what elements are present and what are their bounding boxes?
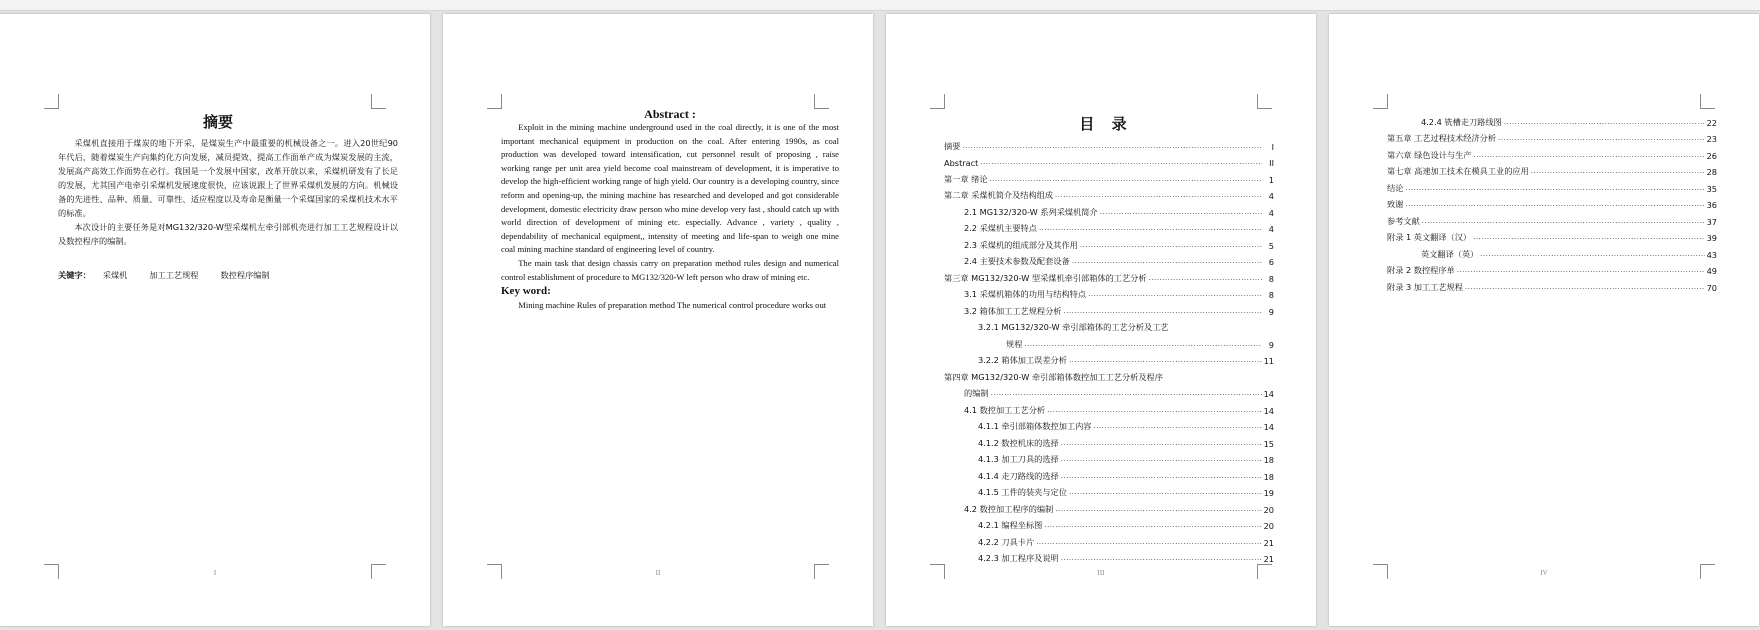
toc-entry-page: 15 (1263, 438, 1274, 449)
paragraph: The main task that design chassis carry on preparation method rules design and numerical control establishment of procedure to MG132/320-W left person who draw of mining etc. (501, 257, 839, 282)
toc-entry[interactable] (944, 465, 1274, 482)
toc-entry-page: I (1271, 141, 1274, 152)
toc-entry-label: 4.1.3 加工刀具的选择 (978, 454, 1059, 464)
toc-leader-dots (1094, 424, 1262, 432)
toc-leader-dots (1061, 441, 1262, 449)
toc-entry[interactable] (944, 218, 1274, 235)
toc-entry-label: 4.2.1 编程坐标图 (978, 520, 1043, 530)
toc-entry[interactable] (1387, 144, 1717, 161)
keyword-text: Mining machine Rules of preparation method The numerical control procedure works out (518, 300, 827, 311)
toc-entry[interactable] (1387, 128, 1717, 145)
toc-entry-label: 4.2.4 铣槽走刀路线图 (1421, 116, 1502, 127)
keywords-line (58, 270, 292, 281)
toc-entry[interactable] (944, 531, 1274, 548)
toc-entry-label: 4.1 数控加工工艺分析 (964, 404, 1046, 415)
toc-entry[interactable] (1387, 177, 1717, 194)
toc-entry[interactable] (944, 498, 1274, 515)
keyword: 采煤机 (102, 270, 128, 280)
toc-leader-dots (1061, 457, 1262, 465)
toc-leader-dots (1149, 276, 1262, 284)
toc-leader-dots (1072, 259, 1262, 267)
toc-entry-page: 8 (1268, 273, 1274, 284)
toc-leader-dots (1061, 556, 1262, 564)
toc-leader-dots (1473, 235, 1704, 243)
toc-entry-page: 21 (1263, 537, 1274, 548)
toc-leader-dots (1024, 342, 1262, 350)
toc-entry-page: 20 (1263, 521, 1274, 531)
viewer-top-bar (0, 0, 1760, 11)
toc-leader-dots (1069, 490, 1262, 498)
crop-mark (1257, 94, 1272, 109)
toc-leader-dots (1100, 210, 1262, 218)
toc-entry-label: Abstract (944, 158, 979, 168)
toc-entry[interactable] (944, 152, 1274, 169)
toc-leader-dots (1088, 292, 1262, 300)
toc-entry[interactable] (944, 267, 1274, 284)
toc-entry-page: 20 (1263, 504, 1274, 515)
toc-entry-label: 4.2.2 刀具卡片 (978, 536, 1035, 547)
toc-leader-dots (1498, 136, 1705, 144)
document-page-2 (443, 14, 873, 626)
page-number: IV (1540, 569, 1548, 577)
toc-leader-dots (1064, 309, 1263, 317)
toc-entry-label: 英文翻译（英） (1421, 248, 1479, 259)
toc-leader-dots (1405, 202, 1704, 210)
toc-entry-page: 14 (1263, 422, 1274, 432)
toc-entry[interactable] (944, 185, 1274, 202)
toc-entry-page: 4 (1268, 191, 1274, 201)
toc-entry-page: 35 (1706, 183, 1717, 194)
toc-entry-label: 2.3 采煤机的组成部分及其作用 (964, 239, 1078, 250)
crop-mark (1700, 94, 1715, 109)
toc-entry-label: 2.4 主要技术参数及配套设备 (964, 256, 1070, 266)
toc-entry[interactable] (944, 234, 1274, 251)
toc-leader-dots (1047, 408, 1261, 416)
document-page-4 (1329, 14, 1759, 626)
toc-entry-page: 23 (1706, 134, 1717, 144)
toc-entry-label: 附录 1 英文翻译（汉） (1387, 232, 1472, 242)
paragraph: Exploit in the mining machine underground used in the coal directly, it is one of the most important mechanical equipment in production on the coal. After entering 1990s, as coal production was developed toward intensification, cut personnel result of proposing , raise working range per unit area yield become coal mainstream of development, it is imperative to develop the high-efficient working range of high yield. Our country is a developing country, since reform and opening-up, the mining machine has researched and developed and got considerable development, domestic electricity draw person who mine develop very fast , should catch up with world direction of development of mining etc. especially. Advance , variety , quality , dependability of mechanical equipment,, intensity of meeting and life-span to weigh one mine coal mining machine standard of engineering level of country. (501, 122, 839, 255)
toc-entry[interactable] (1387, 227, 1717, 244)
crop-mark (44, 94, 59, 109)
toc-entry-label: 4.2 数控加工程序的编制 (964, 503, 1054, 514)
crop-mark (1373, 94, 1388, 109)
toc-leader-dots (1422, 219, 1705, 227)
toc-leader-dots (1036, 540, 1261, 548)
toc-entry-label: 4.1.1 牵引部箱体数控加工内容 (978, 421, 1092, 431)
toc-leader-dots (962, 144, 1262, 152)
toc-leader-dots (1061, 474, 1262, 482)
toc-leader-dots (990, 177, 1262, 185)
toc-entry-label: 2.2 采煤机主要特点 (964, 223, 1037, 233)
toc-entry[interactable] (944, 515, 1274, 532)
toc-entry-label: 4.1.2 数控机床的选择 (978, 437, 1059, 448)
toc-entry[interactable] (944, 168, 1274, 185)
toc-entry[interactable] (1387, 161, 1717, 178)
toc-entry[interactable] (1387, 210, 1717, 227)
toc-entry[interactable] (1387, 243, 1717, 260)
toc-entry[interactable] (944, 383, 1274, 400)
toc-title: 目 录 (1079, 115, 1133, 133)
toc-entry-label: 参考文献 (1387, 215, 1420, 226)
paragraph: 本次设计的主要任务是对MG132/320-W型采煤机左牵引部机壳进行加工工艺规程设计以及数控程序的编制。 (58, 222, 398, 246)
abstract-cn-title: 摘要 (202, 113, 233, 131)
toc-entry-page: 36 (1706, 200, 1717, 210)
toc-entry-label: 第五章 工艺过程技术经济分析 (1387, 133, 1497, 143)
toc-entry[interactable] (1387, 276, 1717, 293)
toc-entry-label: 3.2 箱体加工工艺规程分析 (964, 305, 1062, 316)
toc-entry-label: 第二章 采煤机简介及结构组成 (944, 190, 1054, 200)
toc-leader-dots (1080, 243, 1262, 251)
toc-entry-page: 18 (1263, 471, 1274, 482)
table-of-contents-continued (1387, 111, 1717, 293)
toc-leader-dots (1473, 153, 1704, 161)
toc-entry-label: 第七章 高速加工技术在模具工业的应用 (1387, 166, 1529, 176)
toc-entry[interactable] (944, 317, 1274, 334)
toc-entry-page: 28 (1706, 167, 1717, 177)
toc-entry[interactable] (944, 333, 1274, 350)
toc-entry-label: 第六章 绿色设计与生产 (1387, 149, 1472, 160)
crop-mark (487, 94, 502, 109)
toc-entry[interactable] (944, 350, 1274, 367)
toc-entry[interactable] (944, 201, 1274, 218)
toc-entry-page: 21 (1263, 554, 1274, 564)
page-number: I (213, 569, 217, 577)
toc-entry-page: 70 (1706, 282, 1717, 293)
toc-leader-dots (1480, 252, 1704, 260)
toc-leader-dots (1039, 226, 1262, 234)
document-page-1 (0, 14, 430, 626)
toc-entry-page: 4 (1268, 207, 1274, 218)
toc-leader-dots (1044, 523, 1261, 531)
abstract-cn-body (58, 136, 398, 248)
toc-entry-page: 6 (1268, 257, 1274, 267)
toc-entry-label: 第三章 MG132/320-W 型采煤机牵引部箱体的工艺分析 (944, 272, 1147, 283)
toc-entry-page: 14 (1263, 405, 1274, 416)
toc-entry-label: 的编制 (964, 388, 989, 398)
toc-entry[interactable] (944, 135, 1274, 152)
toc-entry-label: 3.1 采煤机箱体的功用与结构特点 (964, 289, 1087, 299)
toc-entry-page: 14 (1263, 389, 1274, 399)
toc-entry-label: 第一章 绪论 (944, 173, 988, 184)
toc-entry[interactable] (944, 366, 1274, 383)
keyword: 数控程序编制 (220, 270, 270, 280)
toc-entry-label: 致谢 (1387, 199, 1404, 209)
crop-mark (930, 94, 945, 109)
toc-entry-label: 摘要 (944, 140, 961, 151)
toc-leader-dots (1465, 285, 1705, 293)
toc-entry[interactable] (944, 284, 1274, 301)
abstract-en-body (501, 121, 839, 313)
table-of-contents (944, 135, 1274, 564)
keyword: 加工工艺规程 (149, 270, 199, 280)
toc-leader-dots (1055, 193, 1262, 201)
toc-entry-label: 3.2.1 MG132/320-W 牵引部箱体的工艺分析及工艺 (978, 322, 1169, 332)
toc-leader-dots (980, 160, 1262, 168)
toc-entry[interactable] (944, 399, 1274, 416)
toc-leader-dots (1405, 186, 1704, 194)
toc-entry-page: 9 (1268, 306, 1274, 317)
keyword-heading: Key word: (501, 285, 551, 298)
toc-entry-label: 2.1 MG132/320-W 系列采煤机简介 (964, 206, 1098, 217)
toc-entry[interactable] (1387, 111, 1717, 128)
toc-entry-page: 49 (1706, 266, 1717, 276)
toc-entry-page: 43 (1706, 249, 1717, 260)
toc-entry-page: 5 (1268, 240, 1274, 251)
toc-entry-label: 附录 3 加工工艺规程 (1387, 281, 1463, 292)
toc-entry-page: 22 (1706, 117, 1717, 128)
toc-entry-label: 规程 (1006, 338, 1023, 349)
toc-entry-page: 9 (1268, 339, 1274, 350)
toc-entry[interactable] (944, 548, 1274, 565)
toc-entry-page: 11 (1263, 356, 1274, 366)
toc-leader-dots (1069, 358, 1262, 366)
toc-entry-label: 第四章 MG132/320-W 牵引部箱体数控加工工艺分析及程序 (944, 371, 1163, 382)
toc-entry-label: 4.2.3 加工程序及说明 (978, 553, 1059, 563)
toc-entry-page: 19 (1263, 488, 1274, 498)
toc-entry-page: 18 (1263, 455, 1274, 465)
toc-entry[interactable] (1387, 260, 1717, 277)
toc-entry[interactable] (944, 432, 1274, 449)
abstract-en-title: Abstract : (644, 107, 696, 121)
toc-entry-page: 8 (1268, 290, 1274, 300)
toc-entry-page: 26 (1706, 150, 1717, 161)
paragraph: 采煤机直接用于煤炭的地下开采，是煤炭生产中最重要的机械设备之一。进入20世纪90年代后，随着煤炭生产向集约化方向发展，减员提效、提高工作面单产成为煤炭发展的主流，发展高产高效工作面势在必行。我国是一个发展中国家，改革开放以来，采煤机研发有了长足的发展，尤其国产电牵引采煤机发展速度很快，应该说跟上了世界采煤机发展的方向。机械设备的先进性、品种、质量、可靠性、适应程度以及寿命是衡量一个采煤国家的采煤机技术水平的标准。 (58, 138, 398, 218)
document-page-3 (886, 14, 1316, 626)
toc-entry[interactable] (944, 449, 1274, 466)
toc-leader-dots (1457, 268, 1705, 276)
toc-entry[interactable] (944, 251, 1274, 268)
toc-entry-page: 1 (1268, 174, 1274, 185)
page-number: III (1097, 569, 1105, 577)
toc-entry-label: 3.2.2 箱体加工误差分析 (978, 355, 1067, 365)
toc-entry-page: II (1269, 158, 1274, 168)
keywords-label: 关键字： (58, 270, 91, 280)
toc-entry-label: 4.1.4 走刀路线的选择 (978, 470, 1059, 481)
crop-mark (371, 94, 386, 109)
toc-entry[interactable] (944, 300, 1274, 317)
toc-entry-page: 39 (1706, 233, 1717, 243)
toc-leader-dots (991, 391, 1262, 399)
toc-entry[interactable] (1387, 194, 1717, 211)
toc-entry[interactable] (944, 416, 1274, 433)
toc-leader-dots (1504, 120, 1705, 128)
toc-entry-label: 附录 2 数控程序单 (1387, 265, 1455, 275)
toc-leader-dots (1055, 507, 1261, 515)
toc-entry-page: 4 (1268, 224, 1274, 234)
toc-entry-label: 4.1.5 工件的装夹与定位 (978, 487, 1067, 497)
toc-leader-dots (1531, 169, 1705, 177)
page-number: II (655, 569, 661, 577)
toc-entry-page: 37 (1706, 216, 1717, 227)
toc-entry-label: 结论 (1387, 182, 1404, 193)
toc-entry[interactable] (944, 482, 1274, 499)
